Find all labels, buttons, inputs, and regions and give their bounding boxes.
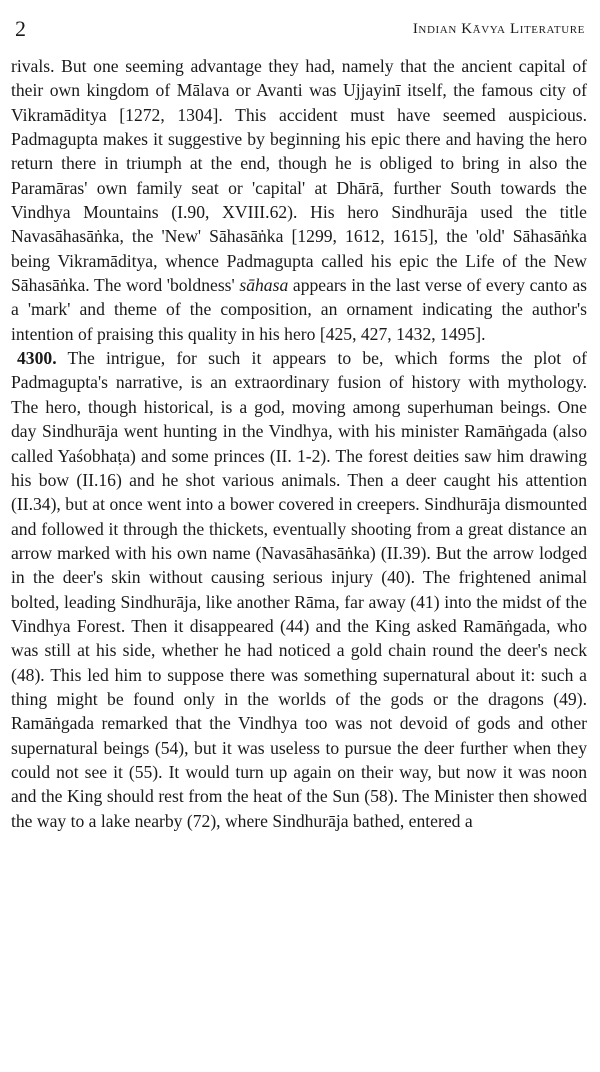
paragraph-text-end: appears in the last verse of every canto as a 'mark' and theme of the composition, an ornament indicating the author's intention of praising this quality in his hero [425, 427, 1432, 1495]. bbox=[11, 275, 587, 344]
paragraph-continued bbox=[11, 54, 587, 346]
page-header bbox=[11, 14, 587, 40]
section-number: 4300. bbox=[17, 348, 57, 369]
italic-term: sāhasa bbox=[239, 275, 289, 296]
page-number: 2 bbox=[15, 16, 26, 41]
book-page bbox=[11, 14, 587, 833]
running-title: Indian Kāvya Literature bbox=[412, 21, 585, 37]
paragraph-section-4300 bbox=[11, 346, 587, 833]
paragraph-text: rivals. But one seeming advantage they had, namely that the ancient capital of their own kingdom of Mālava or Avanti was Ujjayinī itself, the famous city of Vikramāditya [1272, 1304]. This accident must have seemed auspicious. Padmagupta makes it suggestive by beginning his epic there and having the hero return there in triumph at the end, though he is obliged to bring in also the Paramāras' own family seat or 'capital' at Dhārā, further South towards the Vindhya Mountains (I.90, XVIII.62). His hero Sindhurāja used the title Navasāhasāṅka, the 'New' Sāhasāṅka [1299, 1612, 1615], the 'old' Sāhasāṅka being Vikramāditya, whence Padmagupta called his epic the Life of the New Sāhasāṅka. The word 'boldness' bbox=[11, 56, 587, 296]
paragraph-text: The intrigue, for such it appears to be, which forms the plot of Padmagupta's narrative, is an extraordinary fusion of history with mythology. The hero, though historical, is a god, moving among superhuman beings. One day Sindhurāja went hunting in the Vindhya, with his minister Ramāṅgada (also called Yaśobhaṭa) and some princes (II. 1-2). The forest deities saw him drawing his bow (II.16) and he shot various animals. Then a deer caught his attention (II.34), but at once went into a bower covered in creepers. Sindhurāja dismounted and followed it through the thickets, eventually shooting from a great distance an arrow marked with his own name (Navasāhasāṅka) (II.39). But the arrow lodged in the deer's skin without causing serious injury (40). The frightened animal bolted, leading Sindhurāja, like another Rāma, far away (41) into the midst of the Vindhya Forest. Then it disappeared (44) and the King asked Ramāṅgada, who was still at his side, whether he had noticed a gold chain round the deer's neck (48). This led him to suppose there was something supernatural about it: such a thing might be found only in the worlds of the gods or the dragons (49). Ramāṅgada remarked that the Vindhya too was not devoid of gods and other supernatural beings (54), but it was useless to pursue the deer further when they could not see it (55). It would turn up again on their way, but now it was noon and the King should rest from the heat of the Sun (58). The Minister then showed the way to a lake nearby (72), where Sindhurāja bathed, entered a bbox=[11, 348, 587, 831]
